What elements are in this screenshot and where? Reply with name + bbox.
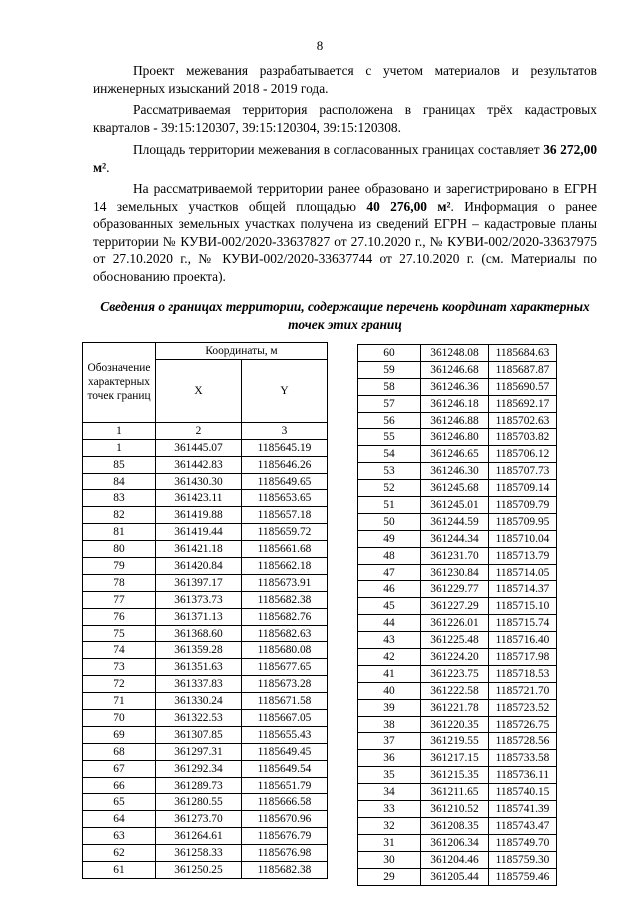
point-number: 33 <box>358 801 421 818</box>
table-row <box>358 750 557 767</box>
coord-x: 361246.88 <box>421 412 489 429</box>
point-number: 42 <box>358 649 421 666</box>
point-number: 64 <box>83 811 156 828</box>
coord-x: 361246.68 <box>421 361 489 378</box>
coord-y: 1185680.08 <box>242 642 328 659</box>
coord-y: 1185692.17 <box>489 395 557 412</box>
coord-x: 361208.35 <box>421 817 489 834</box>
table-row <box>358 497 557 514</box>
paragraph-4 <box>93 180 597 285</box>
table-row <box>83 828 328 845</box>
table-row <box>358 851 557 868</box>
point-number: 29 <box>358 868 421 885</box>
coord-y: 1185709.95 <box>489 513 557 530</box>
paragraph-4-end: . Информация о ранее образованных земельных участках получена из сведений ЕГРН – кадастровые планы территории № КУВИ-002/2020-33637827 от 27.10.2020 г., № КУВИ-002/2020-33637975 от 27.10.2020 г., № КУВИ-002/2020-33637744 от 27.10.2020 г. (см. Материалы по обоснованию проекта). <box>93 198 598 284</box>
point-number: 43 <box>358 632 421 649</box>
table-row <box>83 726 328 743</box>
coord-x: 361419.88 <box>156 507 242 524</box>
table-row <box>83 541 328 558</box>
coord-x: 361419.44 <box>156 524 242 541</box>
coord-x: 361420.84 <box>156 558 242 575</box>
table-row <box>358 361 557 378</box>
point-number: 58 <box>358 378 421 395</box>
coord-x: 361246.80 <box>421 429 489 446</box>
coord-x: 361221.78 <box>421 699 489 716</box>
table-row <box>358 412 557 429</box>
coord-x: 361337.83 <box>156 676 242 693</box>
coord-x: 361206.34 <box>421 834 489 851</box>
coord-x: 361245.01 <box>421 497 489 514</box>
coord-x: 361250.25 <box>156 862 242 879</box>
point-number: 79 <box>83 558 156 575</box>
coord-y: 1185702.63 <box>489 412 557 429</box>
coord-x: 361244.59 <box>421 513 489 530</box>
coord-y: 1185646.26 <box>242 456 328 473</box>
coord-y: 1185661.68 <box>242 541 328 558</box>
coord-y: 1185713.79 <box>489 547 557 564</box>
coord-x: 361215.35 <box>421 767 489 784</box>
coord-y: 1185649.45 <box>242 743 328 760</box>
point-number: 78 <box>83 574 156 591</box>
table-row <box>83 845 328 862</box>
coord-x: 361430.30 <box>156 473 242 490</box>
coord-y: 1185718.53 <box>489 665 557 682</box>
coord-y: 1185673.28 <box>242 676 328 693</box>
area-value: 36 272,00 м² <box>93 142 598 175</box>
point-number: 59 <box>358 361 421 378</box>
point-number: 32 <box>358 817 421 834</box>
point-number: 71 <box>83 693 156 710</box>
coord-y: 1185741.39 <box>489 801 557 818</box>
coord-y: 1185666.58 <box>242 794 328 811</box>
coord-x: 361264.61 <box>156 828 242 845</box>
coord-y: 1185743.47 <box>489 817 557 834</box>
coord-x: 361246.18 <box>421 395 489 412</box>
coord-y: 1185714.05 <box>489 564 557 581</box>
coord-y: 1185682.63 <box>242 625 328 642</box>
point-number: 30 <box>358 851 421 868</box>
paragraph-3-end: . <box>106 159 110 175</box>
coord-y: 1185717.98 <box>489 649 557 666</box>
header-point-designation: Обозначение характерных точек границ <box>83 343 156 423</box>
point-number: 76 <box>83 608 156 625</box>
coord-y: 1185706.12 <box>489 446 557 463</box>
point-number: 67 <box>83 760 156 777</box>
coord-x: 361297.31 <box>156 743 242 760</box>
point-number: 50 <box>358 513 421 530</box>
coord-x: 361211.65 <box>421 784 489 801</box>
coord-y: 1185677.65 <box>242 659 328 676</box>
point-number: 62 <box>83 845 156 862</box>
coord-x: 361373.73 <box>156 591 242 608</box>
table-row <box>358 564 557 581</box>
coord-y: 1185723.52 <box>489 699 557 716</box>
header-num-1: 1 <box>83 422 156 439</box>
coord-y: 1185714.37 <box>489 581 557 598</box>
coord-y: 1185749.70 <box>489 834 557 851</box>
point-number: 72 <box>83 676 156 693</box>
table-row <box>83 760 328 777</box>
coord-x: 361322.53 <box>156 710 242 727</box>
table-row <box>358 446 557 463</box>
coord-x: 361204.46 <box>421 851 489 868</box>
paragraph-2: Рассматриваемая территория расположена в границах трёх кадастровых кварталов - 39:15:120307, 39:15:120304, 39:15:120308. <box>93 102 597 135</box>
point-number: 83 <box>83 490 156 507</box>
point-number: 46 <box>358 581 421 598</box>
coord-x: 361258.33 <box>156 845 242 862</box>
coord-x: 361246.30 <box>421 463 489 480</box>
coord-y: 1185653.65 <box>242 490 328 507</box>
coord-x: 361219.55 <box>421 733 489 750</box>
table-row <box>358 547 557 564</box>
header-num-3: 3 <box>242 422 328 439</box>
point-number: 54 <box>358 446 421 463</box>
table-row <box>83 777 328 794</box>
coord-x: 361205.44 <box>421 868 489 885</box>
table-row <box>358 463 557 480</box>
table-row <box>358 868 557 885</box>
point-number: 75 <box>83 625 156 642</box>
coordinates-table-right <box>357 344 557 886</box>
coord-y: 1185659.72 <box>242 524 328 541</box>
table-row <box>358 665 557 682</box>
table-row <box>83 625 328 642</box>
coord-x: 361371.13 <box>156 608 242 625</box>
point-number: 60 <box>358 345 421 362</box>
point-number: 36 <box>358 750 421 767</box>
table-row <box>83 574 328 591</box>
table-row <box>83 710 328 727</box>
point-number: 38 <box>358 716 421 733</box>
table-row <box>358 699 557 716</box>
table-row <box>358 378 557 395</box>
coord-y: 1185716.40 <box>489 632 557 649</box>
point-number: 84 <box>83 473 156 490</box>
point-number: 77 <box>83 591 156 608</box>
coord-x: 361220.35 <box>421 716 489 733</box>
table-row <box>358 649 557 666</box>
point-number: 68 <box>83 743 156 760</box>
table-row <box>358 530 557 547</box>
table-row <box>358 682 557 699</box>
coord-x: 361246.36 <box>421 378 489 395</box>
coord-y: 1185733.58 <box>489 750 557 767</box>
coord-y: 1185687.87 <box>489 361 557 378</box>
table-row <box>358 834 557 851</box>
coord-x: 361245.68 <box>421 480 489 497</box>
table-row <box>83 676 328 693</box>
coord-y: 1185667.05 <box>242 710 328 727</box>
point-number: 66 <box>83 777 156 794</box>
point-number: 41 <box>358 665 421 682</box>
table-row <box>358 581 557 598</box>
point-number: 73 <box>83 659 156 676</box>
table-row <box>358 801 557 818</box>
point-number: 48 <box>358 547 421 564</box>
coord-y: 1185673.91 <box>242 574 328 591</box>
coord-y: 1185670.96 <box>242 811 328 828</box>
table-row <box>358 817 557 834</box>
table-row <box>358 429 557 446</box>
coord-x: 361225.48 <box>421 632 489 649</box>
coord-y: 1185709.79 <box>489 497 557 514</box>
point-number: 44 <box>358 615 421 632</box>
coord-x: 361359.28 <box>156 642 242 659</box>
table-row <box>358 615 557 632</box>
table-row <box>83 794 328 811</box>
coord-y: 1185671.58 <box>242 693 328 710</box>
header-coordinates: Координаты, м <box>156 343 328 360</box>
coord-x: 361227.29 <box>421 598 489 615</box>
coord-x: 361397.17 <box>156 574 242 591</box>
coord-x: 361442.83 <box>156 456 242 473</box>
coord-y: 1185710.04 <box>489 530 557 547</box>
table-row <box>358 716 557 733</box>
table-row <box>358 395 557 412</box>
coord-y: 1185655.43 <box>242 726 328 743</box>
coord-x: 361307.85 <box>156 726 242 743</box>
point-number: 47 <box>358 564 421 581</box>
coord-y: 1185682.38 <box>242 591 328 608</box>
header-num-2: 2 <box>156 422 242 439</box>
header-y: Y <box>242 359 328 422</box>
coord-y: 1185740.15 <box>489 784 557 801</box>
point-number: 70 <box>83 710 156 727</box>
table-row <box>358 345 557 362</box>
table-row <box>83 693 328 710</box>
table-row <box>83 490 328 507</box>
paragraph-4-text: На рассматриваемой территории ранее образовано и зарегистрировано в ЕГРН 14 земельных участков общей площадью <box>93 181 597 214</box>
coord-x: 361445.07 <box>156 439 242 456</box>
coord-y: 1185703.82 <box>489 429 557 446</box>
coord-x: 361210.52 <box>421 801 489 818</box>
coord-x: 361368.60 <box>156 625 242 642</box>
coordinates-table-right-body <box>358 345 557 886</box>
point-number: 52 <box>358 480 421 497</box>
table-row <box>83 743 328 760</box>
point-number: 65 <box>83 794 156 811</box>
paragraph-3-text: Площадь территории межевания в согласованных границах составляет <box>133 142 544 157</box>
coord-y: 1185649.65 <box>242 473 328 490</box>
point-number: 61 <box>83 862 156 879</box>
coord-y: 1185651.79 <box>242 777 328 794</box>
coord-y: 1185715.74 <box>489 615 557 632</box>
point-number: 80 <box>83 541 156 558</box>
paragraph-3 <box>93 141 597 176</box>
point-number: 37 <box>358 733 421 750</box>
coord-x: 361280.55 <box>156 794 242 811</box>
coord-y: 1185690.57 <box>489 378 557 395</box>
page-number: 8 <box>316 38 324 53</box>
point-number: 69 <box>83 726 156 743</box>
section-heading: Сведения о границах территории, содержащие перечень координат характерных точек этих границ <box>100 299 590 332</box>
coord-x: 361289.73 <box>156 777 242 794</box>
coord-x: 361273.70 <box>156 811 242 828</box>
coord-y: 1185728.56 <box>489 733 557 750</box>
coord-x: 361423.11 <box>156 490 242 507</box>
point-number: 40 <box>358 682 421 699</box>
point-number: 51 <box>358 497 421 514</box>
point-number: 31 <box>358 834 421 851</box>
coord-x: 361223.75 <box>421 665 489 682</box>
point-number: 56 <box>358 412 421 429</box>
table-row <box>83 811 328 828</box>
coord-y: 1185726.75 <box>489 716 557 733</box>
coord-y: 1185676.98 <box>242 845 328 862</box>
table-row <box>83 608 328 625</box>
coord-x: 361244.34 <box>421 530 489 547</box>
coord-x: 361229.77 <box>421 581 489 598</box>
coord-y: 1185721.70 <box>489 682 557 699</box>
coord-y: 1185676.79 <box>242 828 328 845</box>
table-row <box>83 558 328 575</box>
coord-y: 1185682.38 <box>242 862 328 879</box>
coord-y: 1185657.18 <box>242 507 328 524</box>
table-row <box>358 598 557 615</box>
coord-y: 1185736.11 <box>489 767 557 784</box>
table-row <box>83 456 328 473</box>
coord-y: 1185645.19 <box>242 439 328 456</box>
table-row <box>83 862 328 879</box>
total-area-value: 40 276,00 м² <box>366 198 451 214</box>
coord-x: 361246.65 <box>421 446 489 463</box>
table-row <box>83 507 328 524</box>
coord-x: 361222.58 <box>421 682 489 699</box>
point-number: 82 <box>83 507 156 524</box>
table-row <box>83 659 328 676</box>
table-row <box>358 480 557 497</box>
table-row <box>358 632 557 649</box>
point-number: 85 <box>83 456 156 473</box>
coord-x: 361231.70 <box>421 547 489 564</box>
table-row <box>358 767 557 784</box>
coord-y: 1185684.63 <box>489 345 557 362</box>
coord-x: 361217.15 <box>421 750 489 767</box>
coord-y: 1185759.30 <box>489 851 557 868</box>
header-x: X <box>156 359 242 422</box>
coord-y: 1185649.54 <box>242 760 328 777</box>
point-number: 63 <box>83 828 156 845</box>
table-row <box>358 733 557 750</box>
coordinates-table-left <box>82 342 328 879</box>
point-number: 74 <box>83 642 156 659</box>
table-row <box>83 439 328 456</box>
point-number: 55 <box>358 429 421 446</box>
coord-y: 1185709.14 <box>489 480 557 497</box>
table-row <box>83 524 328 541</box>
coord-x: 361248.08 <box>421 345 489 362</box>
coord-x: 361224.20 <box>421 649 489 666</box>
point-number: 39 <box>358 699 421 716</box>
coord-y: 1185715.10 <box>489 598 557 615</box>
coord-x: 361230.84 <box>421 564 489 581</box>
coord-y: 1185682.76 <box>242 608 328 625</box>
point-number: 81 <box>83 524 156 541</box>
coord-x: 361421.18 <box>156 541 242 558</box>
table-row <box>83 473 328 490</box>
point-number: 1 <box>83 439 156 456</box>
coord-y: 1185759.46 <box>489 868 557 885</box>
coordinates-table-left-body <box>83 439 328 878</box>
coord-y: 1185707.73 <box>489 463 557 480</box>
point-number: 49 <box>358 530 421 547</box>
table-row <box>358 513 557 530</box>
coord-y: 1185662.18 <box>242 558 328 575</box>
table-row <box>83 591 328 608</box>
point-number: 45 <box>358 598 421 615</box>
point-number: 35 <box>358 767 421 784</box>
coord-x: 361292.34 <box>156 760 242 777</box>
point-number: 34 <box>358 784 421 801</box>
coord-x: 361351.63 <box>156 659 242 676</box>
table-row <box>83 642 328 659</box>
paragraph-1: Проект межевания разрабатывается с учетом материалов и результатов инженерных изысканий 2018 - 2019 года. <box>93 63 597 96</box>
point-number: 53 <box>358 463 421 480</box>
point-number: 57 <box>358 395 421 412</box>
coord-x: 361330.24 <box>156 693 242 710</box>
coord-x: 361226.01 <box>421 615 489 632</box>
table-row <box>358 784 557 801</box>
